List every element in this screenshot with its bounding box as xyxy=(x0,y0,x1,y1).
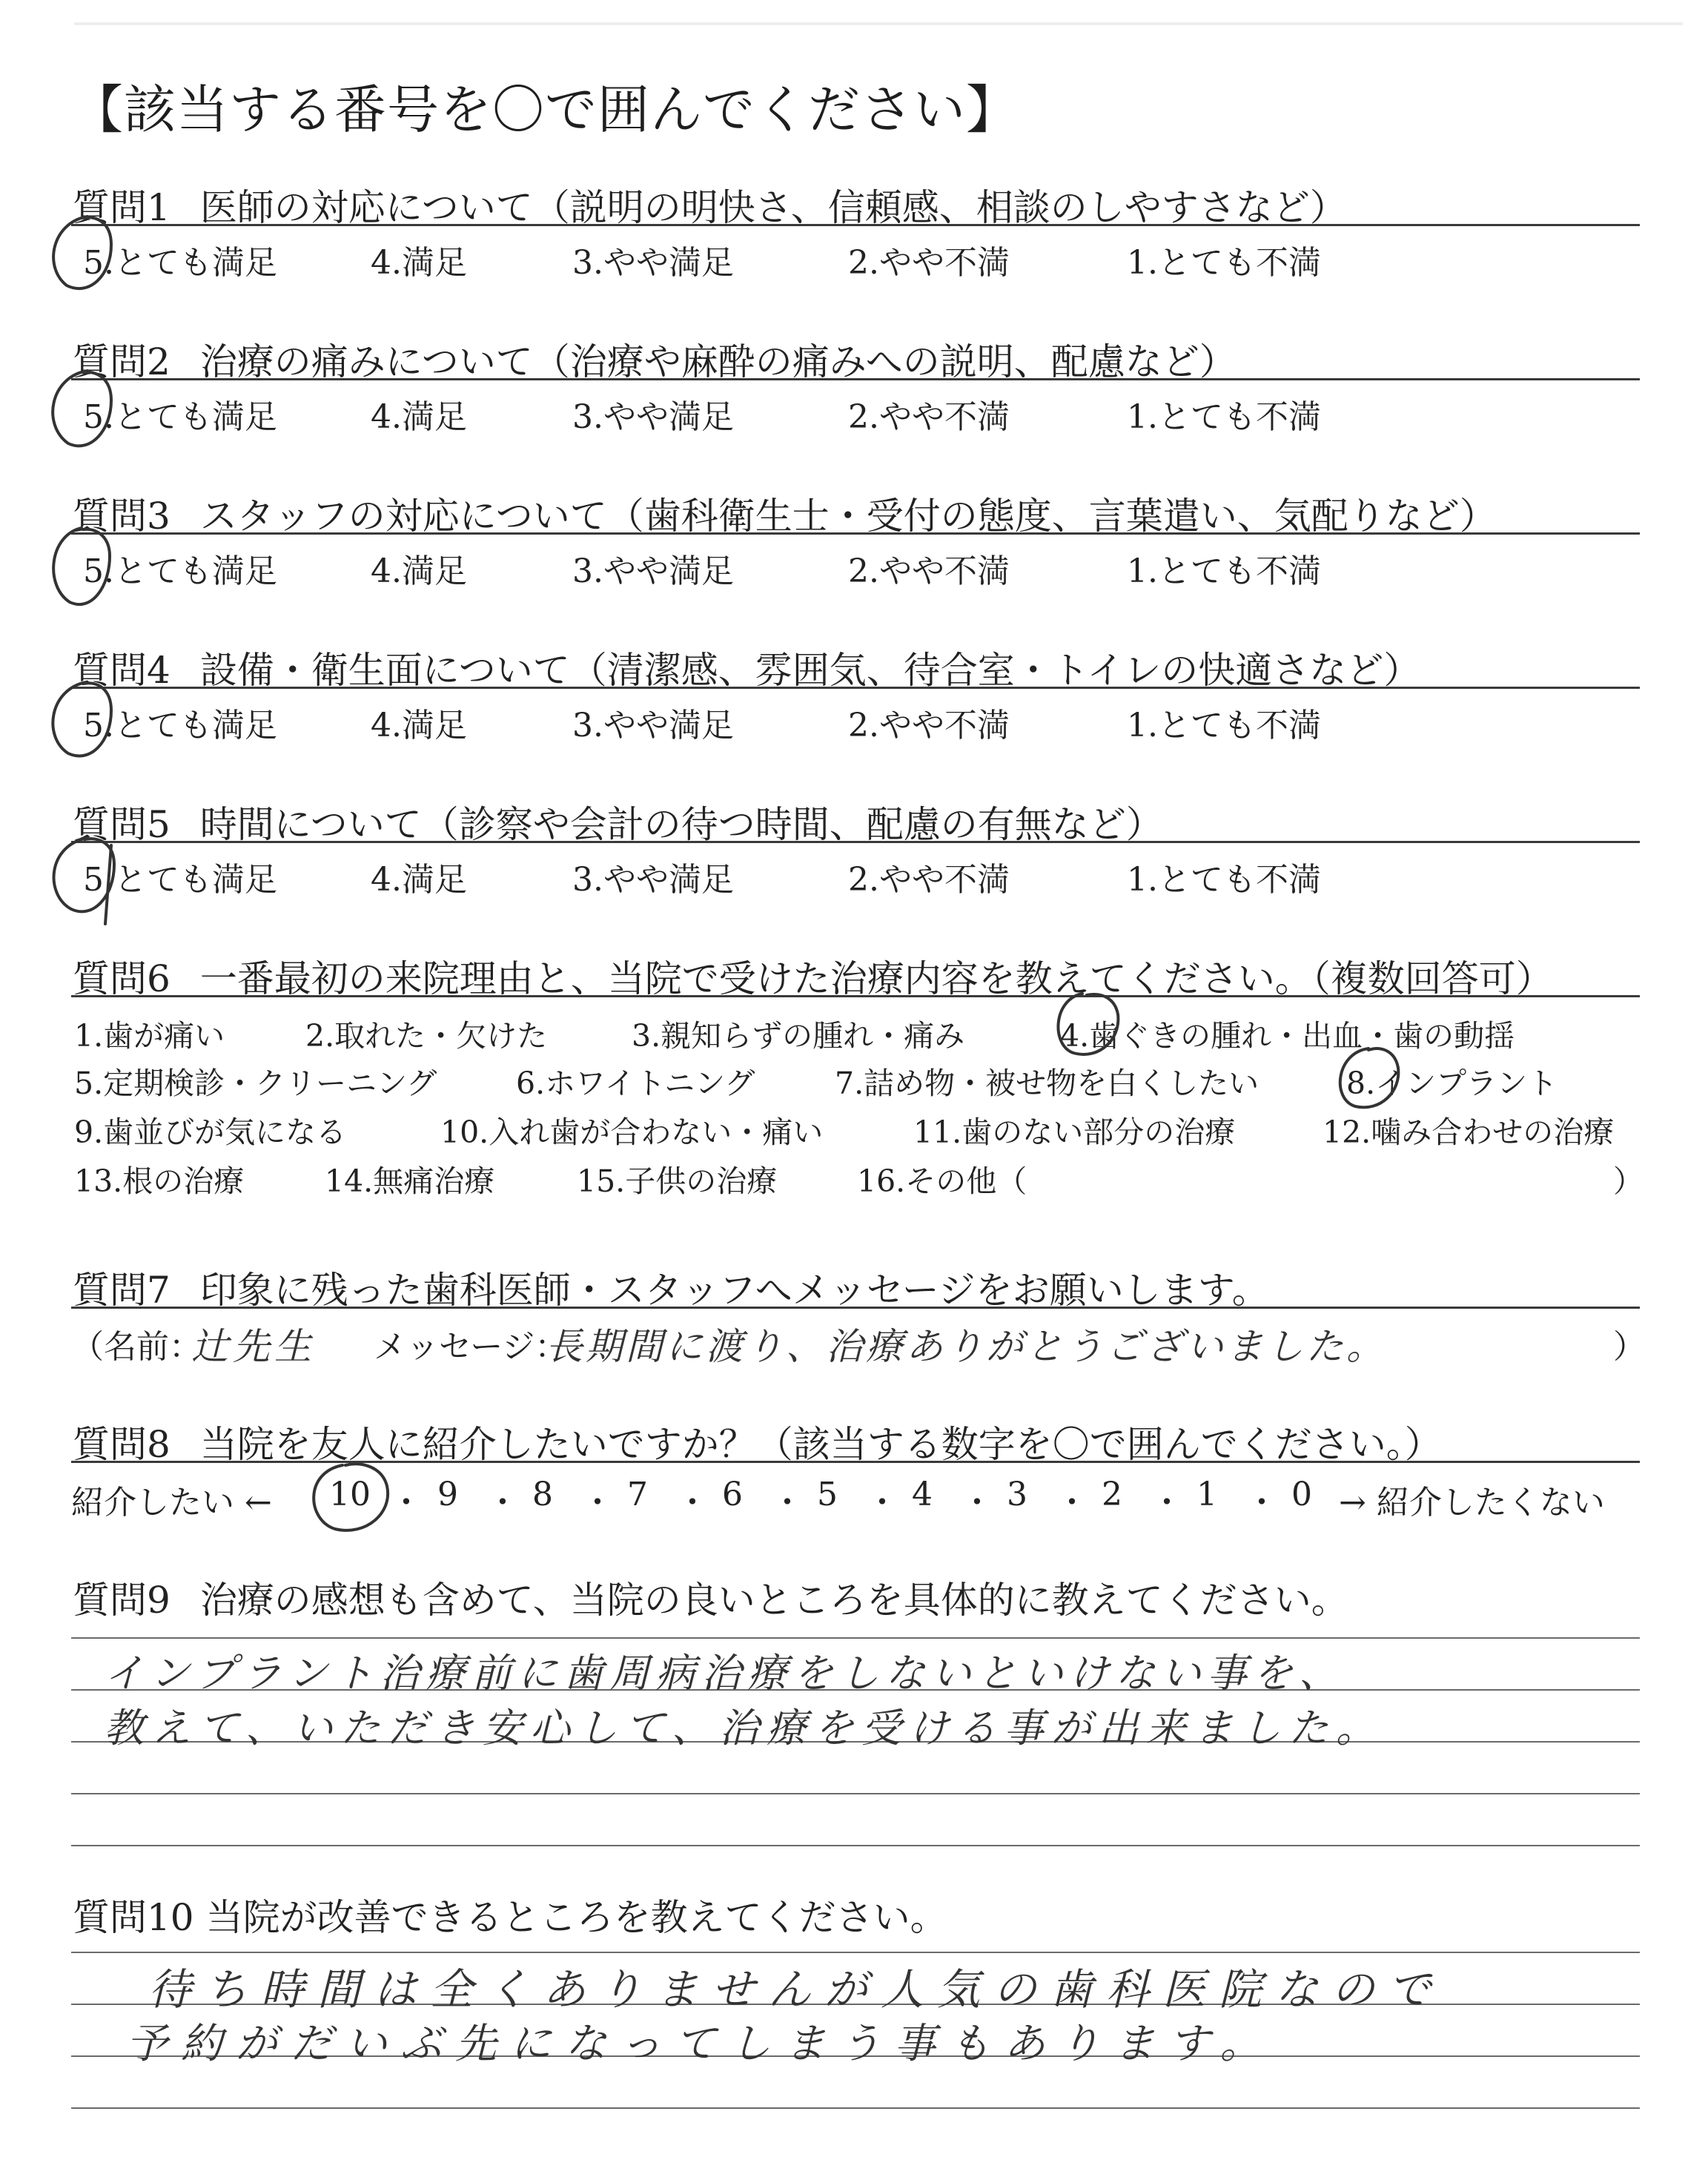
q7-close: ） xyxy=(1613,1328,1646,1366)
q1-option-3[interactable]: 3.やや満足 xyxy=(572,244,734,282)
q2-option-2[interactable]: 2.やや不満 xyxy=(848,398,1010,436)
q9-answer-line-2: 教えて、いただき安心して、治療を受ける事が出来ました。 xyxy=(104,1705,1383,1751)
q8-score-2[interactable]: 2 xyxy=(1102,1476,1122,1513)
q6-option-3[interactable]: 3.親知らずの腫れ・痛み xyxy=(632,1018,965,1054)
q1-option-5[interactable]: 5.とても満足 xyxy=(83,244,277,282)
q2-option-5[interactable]: 5.とても満足 xyxy=(83,398,277,436)
q6-option-15[interactable]: 15.子供の治療 xyxy=(577,1163,778,1199)
question-3-rule xyxy=(71,532,1640,535)
q3-option-4[interactable]: 4.満足 xyxy=(371,552,467,590)
q8-sep: ・ xyxy=(581,1484,614,1522)
q8-right-label: → 紹介したくない xyxy=(1339,1484,1605,1522)
question-5-rule xyxy=(71,841,1640,843)
q6-option-5[interactable]: 5.定期検診・クリーニング xyxy=(74,1066,437,1101)
q4-option-3[interactable]: 3.やや満足 xyxy=(572,707,734,744)
q9-write-line xyxy=(71,1793,1640,1794)
q6-option-6[interactable]: 6.ホワイトニング xyxy=(516,1066,755,1101)
q1-option-1[interactable]: 1.とても不満 xyxy=(1127,244,1321,282)
question-5-label: 質問5 xyxy=(73,803,171,846)
q6-option-11[interactable]: 11.歯のない部分の治療 xyxy=(913,1114,1236,1150)
q10-write-line xyxy=(71,2107,1640,2109)
question-4-label: 質問4 xyxy=(73,649,171,692)
q5-option-1[interactable]: 1.とても不満 xyxy=(1127,861,1321,899)
q8-sep: ・ xyxy=(1056,1484,1088,1522)
question-6-label: 質問6 xyxy=(73,957,171,1000)
question-4-text: 設備・衛生面について（清潔感、雰囲気、待合室・トイレの快適さなど） xyxy=(199,649,1421,692)
q4-option-5[interactable]: 5.とても満足 xyxy=(83,707,277,744)
q8-sep: ・ xyxy=(1151,1484,1183,1522)
question-1-label: 質問1 xyxy=(73,186,171,229)
q8-left-label: 紹介したい ← xyxy=(71,1484,272,1522)
q5-option-3[interactable]: 3.やや満足 xyxy=(572,861,734,899)
q5-option-4[interactable]: 4.満足 xyxy=(371,861,467,899)
q9-write-line xyxy=(71,1845,1640,1846)
q1-option-2[interactable]: 2.やや不満 xyxy=(848,244,1010,282)
q8-score-1[interactable]: 1 xyxy=(1196,1476,1217,1513)
q6-option-16[interactable]: 16.その他（ xyxy=(857,1163,1027,1199)
question-10-label: 質問10 xyxy=(73,1896,194,1939)
question-4-rule xyxy=(71,687,1640,689)
question-8-rule xyxy=(71,1461,1640,1463)
q7-name-handwritten: 辻先生 xyxy=(191,1325,316,1368)
form-title: 【該当する番号を〇で囲んでください】 xyxy=(71,79,1019,140)
q8-score-7[interactable]: 7 xyxy=(627,1476,648,1513)
q8-sep: ・ xyxy=(676,1484,709,1522)
q9-write-line xyxy=(71,1637,1640,1639)
q8-score-10[interactable]: 10 xyxy=(329,1476,371,1513)
question-6-rule xyxy=(71,995,1640,997)
q6-option-13[interactable]: 13.根の治療 xyxy=(74,1163,245,1199)
q6-option-8[interactable]: 8.インプラント xyxy=(1346,1066,1558,1101)
question-3-text: スタッフの対応について（歯科衛生士・受付の態度、言葉遣い、気配りなど） xyxy=(199,495,1497,538)
q10-answer-line-1: 待ち時間は全くありませんが人気の歯科医院なので xyxy=(148,1964,1445,2015)
q8-sep: ・ xyxy=(390,1484,423,1522)
q6-option-1[interactable]: 1.歯が痛い xyxy=(74,1018,225,1054)
question-9-label: 質問9 xyxy=(73,1579,171,1622)
q6-option-14[interactable]: 14.無痛治療 xyxy=(325,1163,495,1199)
q8-score-0[interactable]: 0 xyxy=(1291,1476,1312,1513)
q3-option-1[interactable]: 1.とても不満 xyxy=(1127,552,1321,590)
q4-option-1[interactable]: 1.とても不満 xyxy=(1127,707,1321,744)
question-7-text: 印象に残った歯科医師・スタッフへメッセージをお願いします。 xyxy=(199,1269,1269,1312)
q8-sep: ・ xyxy=(771,1484,804,1522)
question-8-label: 質問8 xyxy=(73,1423,171,1466)
q6-option-16-close: ） xyxy=(1613,1163,1644,1199)
q8-score-6[interactable]: 6 xyxy=(722,1476,743,1513)
q7-message-handwritten: 長期間に渡り、治療ありがとうございました。 xyxy=(546,1325,1386,1368)
question-2-label: 質問2 xyxy=(73,340,171,383)
q6-option-10[interactable]: 10.入れ歯が合わない・痛い xyxy=(440,1114,824,1150)
q8-score-5[interactable]: 5 xyxy=(817,1476,838,1513)
q8-score-9[interactable]: 9 xyxy=(437,1476,458,1513)
q1-option-4[interactable]: 4.満足 xyxy=(371,244,467,282)
question-9-text: 治療の感想も含めて、当院の良いところを具体的に教えてください。 xyxy=(199,1579,1348,1622)
question-9-title xyxy=(73,1571,1348,1624)
q8-score-3[interactable]: 3 xyxy=(1007,1476,1027,1513)
q8-sep: ・ xyxy=(961,1484,993,1522)
question-7-rule xyxy=(71,1307,1640,1309)
q8-sep: ・ xyxy=(1245,1484,1278,1522)
question-1-rule xyxy=(71,224,1640,226)
q8-sep: ・ xyxy=(866,1484,898,1522)
q2-option-3[interactable]: 3.やや満足 xyxy=(572,398,734,436)
q2-option-4[interactable]: 4.満足 xyxy=(371,398,467,436)
q7-name-label: （名前： xyxy=(71,1328,202,1366)
question-8-text: 当院を友人に紹介したいですか？（該当する数字を〇で囲んでください。） xyxy=(199,1423,1442,1466)
q7-message-label: メッセージ： xyxy=(374,1328,568,1366)
question-2-rule xyxy=(71,378,1640,380)
q2-option-1[interactable]: 1.とても不満 xyxy=(1127,398,1321,436)
q5-option-2[interactable]: 2.やや不満 xyxy=(848,861,1010,899)
q5-option-5[interactable]: 5.とても満足 xyxy=(83,861,277,899)
q8-score-4[interactable]: 4 xyxy=(912,1476,933,1513)
q6-option-4[interactable]: 4.歯ぐきの腫れ・出血・歯の動揺 xyxy=(1060,1018,1515,1054)
q3-option-3[interactable]: 3.やや満足 xyxy=(572,552,734,590)
q3-option-2[interactable]: 2.やや不満 xyxy=(848,552,1010,590)
q10-answer-line-2: 予約がだいぶ先になってしまう事もあります。 xyxy=(126,2020,1275,2068)
q8-sep: ・ xyxy=(486,1484,519,1522)
q4-option-2[interactable]: 2.やや不満 xyxy=(848,707,1010,744)
q4-option-4[interactable]: 4.満足 xyxy=(371,707,467,744)
question-10-text: 当院が改善できるところを教えてください。 xyxy=(205,1896,947,1939)
q9-answer-line-1: インプラント治療前に歯周病治療をしないといけない事を、 xyxy=(104,1650,1345,1697)
question-10-title xyxy=(73,1888,947,1941)
q6-option-9[interactable]: 9.歯並びが気になる xyxy=(74,1114,347,1150)
q6-option-12[interactable]: 12.噛み合わせの治療 xyxy=(1323,1114,1615,1150)
question-5-text: 時間について（診察や会計の待つ時間、配慮の有無など） xyxy=(199,803,1163,846)
q8-score-8[interactable]: 8 xyxy=(532,1476,553,1513)
q3-option-5[interactable]: 5.とても満足 xyxy=(83,552,277,590)
q10-write-line xyxy=(71,1952,1640,1953)
question-7-label: 質問7 xyxy=(73,1269,171,1312)
question-2-text: 治療の痛みについて（治療や麻酔の痛みへの説明、配慮など） xyxy=(199,340,1237,383)
top-edge-line xyxy=(74,22,1683,25)
question-1-text: 医師の対応について（説明の明快さ、信頼感、相談のしやすさなど） xyxy=(199,186,1347,229)
q6-option-2[interactable]: 2.取れた・欠けた xyxy=(305,1018,548,1054)
question-3-label: 質問3 xyxy=(73,495,171,538)
q6-option-7[interactable]: 7.詰め物・被せ物を白くしたい xyxy=(835,1066,1260,1101)
question-6-text: 一番最初の来院理由と、当院で受けた治療内容を教えてください。（複数回答可） xyxy=(199,957,1553,1000)
